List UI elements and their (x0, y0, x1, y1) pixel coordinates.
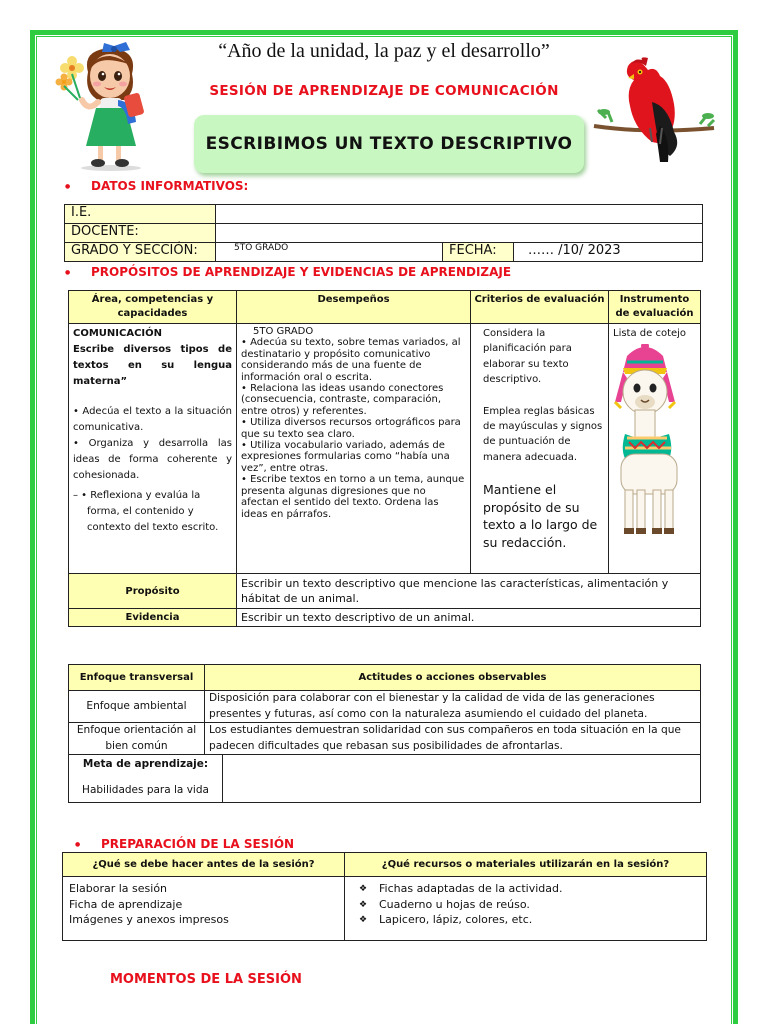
ie-value[interactable] (216, 205, 703, 224)
header-actitudes: Actitudes o acciones observables (205, 665, 701, 691)
criterios-cell (471, 324, 609, 574)
momentos-heading: MOMENTOS DE LA SESIÓN (110, 972, 302, 987)
instrumento: Lista de cotejo (613, 328, 687, 339)
subtitle: SESIÓN DE APRENDIZAJE DE COMUNICACIÓN (209, 83, 559, 99)
competencia: Escribe diversos tipos de textos en su lengua materna” (73, 344, 232, 387)
enfoque-bien-comun-text: Los estudiantes demuestran solidaridad con sus compañeros en toda situación en la que padecen dificultades que rebasan sus posibilidades de afrontarlas. (205, 723, 701, 755)
meta-cell (69, 755, 223, 803)
header-area: Área, competencias y capacidades (69, 291, 237, 324)
meta-label: Meta de aprendizaje: (82, 758, 209, 770)
recurso-item: ❖ Lapicero, lápiz, colores, etc. (351, 912, 700, 928)
criterio-1: Considera la planificación para elaborar su texto descriptivo. (483, 328, 572, 386)
datos-heading: ● DATOS INFORMATIVOS: (91, 179, 248, 193)
recursos-cell (345, 877, 707, 941)
capacidad-1: • Adecúa el texto a la situación comunicativa. (73, 406, 232, 433)
desempenos-cell (237, 324, 471, 574)
docente-label: DOCENTE: (65, 224, 216, 243)
proposito-label: Propósito (69, 574, 237, 609)
enfoque-bien-comun-label: Enfoque orientación al bien común (69, 723, 205, 755)
desempeno-1: • Adecúa su texto, sobre temas variados, al destinatario y propósito comunicativo considerando más de una fuente de información oral o escrita. (241, 337, 461, 383)
propositos-heading: ● PROPÓSITOS DE APRENDIZAJE Y EVIDENCIAS DE APRENDIZAJE (91, 265, 511, 279)
area-cell (69, 324, 237, 574)
docente-value[interactable] (216, 224, 703, 243)
header-criterios: Criterios de evaluación (471, 291, 609, 324)
motto: “Año de la unidad, la paz y el desarrollo” (218, 40, 550, 62)
criterio-2: Emplea reglas básicas de mayúsculas y signos de puntuación de manera adecuada. (483, 405, 603, 463)
instrumento-cell (609, 324, 701, 574)
title-banner (194, 115, 584, 173)
area-title: COMUNICACIÓN (73, 328, 163, 339)
enfoque-ambiental-label: Enfoque ambiental (69, 691, 205, 723)
header-antes: ¿Qué se debe hacer antes de la sesión? (63, 853, 345, 877)
propositos-table (68, 290, 701, 627)
page-title: ESCRIBIMOS UN TEXTO DESCRIPTIVO (205, 134, 573, 154)
evidencia-label: Evidencia (69, 609, 237, 627)
fecha-value[interactable]: …… /10/ 2023 (514, 243, 703, 262)
header-recursos: ¿Qué recursos o materiales utilizarán en la sesión? (345, 853, 707, 877)
grado-label: GRADO Y SECCIÓN: (65, 243, 216, 262)
capacidad-3: – • Reflexiona y evalúa la forma, el contenido y contexto del texto escrito. (73, 490, 219, 533)
antes-item: Elaborar la sesión (69, 882, 168, 895)
llama-illustration (605, 344, 691, 540)
header-enfoque: Enfoque transversal (69, 665, 205, 691)
desempenos-grado: 5TO GRADO (253, 326, 314, 337)
desempeno-3: • Utiliza diversos recursos ortográficos para que su texto sea claro. (241, 417, 461, 440)
desempeno-2: • Relaciona las ideas usando conectores (consecuencia, contraste, comparación, entre otros) y referentes. (241, 383, 444, 417)
header-instrumento: Instrumento de evaluación (609, 291, 701, 324)
proposito-text: Escribir un texto descriptivo que mencione las características, alimentación y hábitat de un animal. (237, 574, 701, 609)
criterio-3: Mantiene el propósito de su texto a lo largo de su redacción. (483, 482, 598, 551)
header-desempenos: Desempeños (237, 291, 471, 324)
desempeno-4: • Utiliza vocabulario variado, además de expresiones formularias como “había una vez”, entre otras. (241, 440, 450, 474)
preparacion-table (62, 852, 707, 941)
bird-illustration (590, 56, 718, 168)
capacidad-2: • Organiza y desarrolla las ideas de forma coherente y cohesionada. (73, 438, 232, 481)
preparacion-heading: ● PREPARACIÓN DE LA SESIÓN (101, 837, 294, 851)
enfoque-ambiental-text: Disposición para colaborar con el bienestar y la calidad de vida de las generaciones presentes y futuras, así como con la naturaleza asumiendo el cuidado del planeta. (205, 691, 701, 723)
recurso-item: ❖ Fichas adaptadas de la actividad. (351, 881, 700, 897)
antes-item: Ficha de aprendizaje (69, 897, 183, 911)
desempeno-5: • Escribe textos en torno a un tema, aunque presenta algunas digresiones que no afectan el sentido del texto. Ordena las ideas en párrafos. (241, 474, 465, 520)
datos-table (64, 204, 703, 262)
meta-value[interactable] (223, 755, 701, 803)
evidencia-text: Escribir un texto descriptivo de un animal. (237, 609, 701, 627)
fecha-label: FECHA: (443, 243, 514, 262)
enfoques-table (68, 664, 701, 803)
antes-cell (63, 877, 345, 941)
habilidades-label: Habilidades para la vida (82, 783, 209, 796)
ie-label: I.E. (65, 205, 216, 224)
antes-item: Imágenes y anexos impresos (69, 913, 229, 926)
grado-value[interactable]: 5TO GRADO (216, 243, 443, 262)
recurso-item: ❖ Cuaderno u hojas de reúso. (351, 897, 700, 913)
